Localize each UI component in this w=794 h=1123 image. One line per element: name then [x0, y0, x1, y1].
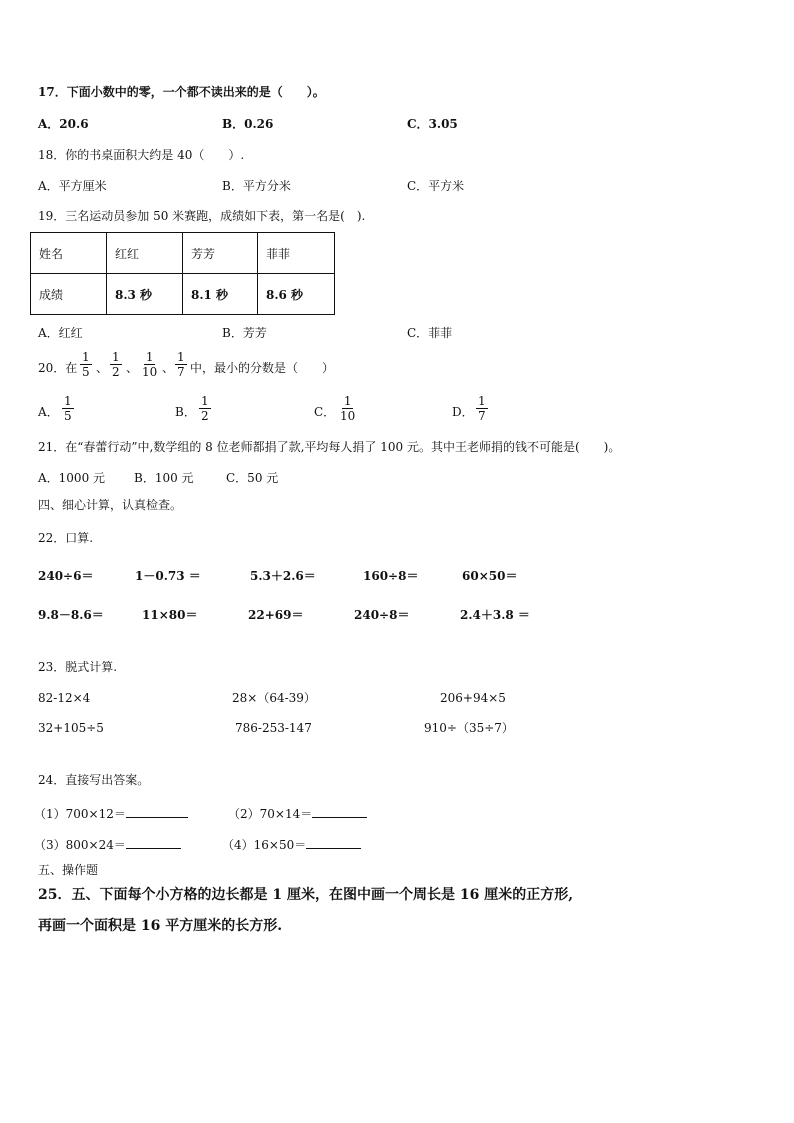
- fraction-denominator: 5: [64, 409, 72, 423]
- fraction-denominator: 10: [340, 409, 356, 423]
- q20-suffix: 中，最小的分数是（ ）: [190, 361, 335, 375]
- q18-option-c: C．平方米: [407, 179, 465, 193]
- table-cell: 8.3 秒: [107, 274, 183, 315]
- q23-item: 32+105÷5: [38, 721, 104, 735]
- q19-option-a: A．红红: [38, 326, 83, 340]
- fraction-numerator: 1: [201, 394, 209, 408]
- table-row: [31, 233, 335, 274]
- table-cell: 8.1 秒: [183, 274, 258, 315]
- q21-stem: 21．在“春蕾行动”中,数学组的 8 位老师都捐了款,平均每人捐了 100 元。其中王老师捐的钱不可能是( )。: [38, 440, 621, 454]
- q23-item: 206+94×5: [440, 691, 506, 705]
- q21-option-a: A．1000 元: [38, 471, 106, 485]
- fraction-numerator: 1: [177, 350, 185, 364]
- q23-item: 910÷（35÷7）: [424, 721, 514, 735]
- q20-option-c-fraction: [338, 394, 357, 423]
- q17-option-b: B．0.26: [222, 117, 274, 131]
- q19-score-table: [30, 232, 335, 315]
- table-row: [31, 274, 335, 315]
- q18-stem: 18．你的书桌面积大约是 40（ ）.: [38, 148, 245, 162]
- q23-item: 786-253-147: [235, 721, 312, 735]
- q25-line-2: 再画一个面积是 16 平方厘米的长方形.: [38, 918, 283, 934]
- fraction-separator: 、: [162, 361, 175, 375]
- fraction-numerator: 1: [64, 394, 72, 408]
- table-cell: 8.6 秒: [258, 274, 335, 315]
- q21-option-b: B．100 元: [134, 471, 194, 485]
- fraction-denominator: 7: [478, 409, 486, 423]
- table-cell: 红红: [107, 233, 183, 274]
- q23-item: 82-12×4: [38, 691, 91, 705]
- q18-option-b: B．平方分米: [222, 179, 291, 193]
- fraction: [110, 350, 122, 379]
- q22-item: 60×50＝: [462, 569, 518, 583]
- q19-option-b: B．芳芳: [222, 326, 267, 340]
- fraction-numerator: 1: [145, 350, 154, 364]
- q23-stem: 23．脱式计算.: [38, 660, 118, 674]
- q22-item: 240÷8＝: [354, 608, 410, 622]
- q24-item-2: [228, 805, 367, 822]
- q24-item-1: [34, 805, 188, 822]
- q20-prefix: 20．在: [38, 361, 78, 375]
- q24-item-text: （3）800×24＝: [34, 838, 126, 852]
- q17-option-c: C．3.05: [407, 117, 458, 131]
- answer-blank[interactable]: [126, 805, 188, 818]
- q22-item: 11×80＝: [142, 608, 198, 622]
- q24-item-text: （4）16×50＝: [222, 838, 307, 852]
- q22-item: 22+69＝: [248, 608, 304, 622]
- q22-item: 2.4＋3.8 ＝: [460, 608, 530, 622]
- fraction-denominator: 10: [142, 365, 158, 379]
- table-cell: 芳芳: [183, 233, 258, 274]
- q22-item: 1－0.73 ＝: [135, 569, 201, 583]
- table-cell: 菲菲: [258, 233, 335, 274]
- q19-option-c: C．菲菲: [407, 326, 453, 340]
- fraction-denominator: 5: [82, 365, 90, 379]
- q20-option-b-letter: B．: [175, 405, 196, 419]
- q22-item: 160÷8＝: [363, 569, 419, 583]
- q20-option-d-fraction: [476, 394, 488, 423]
- fraction-denominator: 7: [177, 365, 185, 379]
- table-cell: 成绩: [31, 274, 107, 315]
- section-5-heading: 五、操作题: [38, 863, 99, 877]
- q22-item: 240÷6＝: [38, 569, 94, 583]
- q20-option-a-letter: A．: [38, 405, 59, 419]
- fraction-numerator: 1: [82, 350, 90, 364]
- q20-option-a-fraction: [62, 394, 74, 423]
- fraction-separator: 、: [126, 361, 139, 375]
- q22-item: 5.3＋2.6＝: [250, 569, 316, 583]
- fraction-denominator: 2: [201, 409, 209, 423]
- answer-blank[interactable]: [126, 836, 181, 849]
- q18-option-a: A．平方厘米: [38, 179, 107, 193]
- q17-option-a: A．20.6: [38, 117, 89, 131]
- q19-stem: 19．三名运动员参加 50 米赛跑，成绩如下表，第一名是( ).: [38, 209, 366, 223]
- q25-line-1: 25．五、下面每个小方格的边长都是 1 厘米，在图中画一个周长是 16 厘米的正方形,: [38, 887, 574, 903]
- fraction: [80, 350, 92, 379]
- q24-item-text: （2）70×14＝: [228, 807, 313, 821]
- q22-item: 9.8－8.6＝: [38, 608, 104, 622]
- fraction-numerator: 1: [343, 394, 352, 408]
- section-4-heading: 四、细心计算，认真检查。: [38, 498, 183, 512]
- q24-item-4: [222, 836, 361, 853]
- q24-stem: 24．直接写出答案。: [38, 773, 150, 787]
- q24-item-3: [34, 836, 181, 853]
- answer-blank[interactable]: [306, 836, 361, 849]
- q21-option-c: C．50 元: [226, 471, 279, 485]
- fraction-denominator: 2: [112, 365, 120, 379]
- q23-item: 28×（64-39）: [232, 691, 316, 705]
- answer-blank[interactable]: [312, 805, 367, 818]
- q20-option-c-letter: C．: [314, 405, 336, 419]
- fraction-numerator: 1: [478, 394, 486, 408]
- fraction-numerator: 1: [112, 350, 120, 364]
- fraction-separator: 、: [96, 361, 109, 375]
- table-cell: 姓名: [31, 233, 107, 274]
- fraction: [175, 350, 187, 379]
- fraction: [140, 350, 159, 379]
- q22-stem: 22．口算.: [38, 531, 94, 545]
- q17-stem: 17．下面小数中的零，一个都不读出来的是（ ）。: [38, 85, 325, 99]
- q24-item-text: （1）700×12＝: [34, 807, 126, 821]
- q20-option-d-letter: D．: [452, 405, 474, 419]
- q20-option-b-fraction: [199, 394, 211, 423]
